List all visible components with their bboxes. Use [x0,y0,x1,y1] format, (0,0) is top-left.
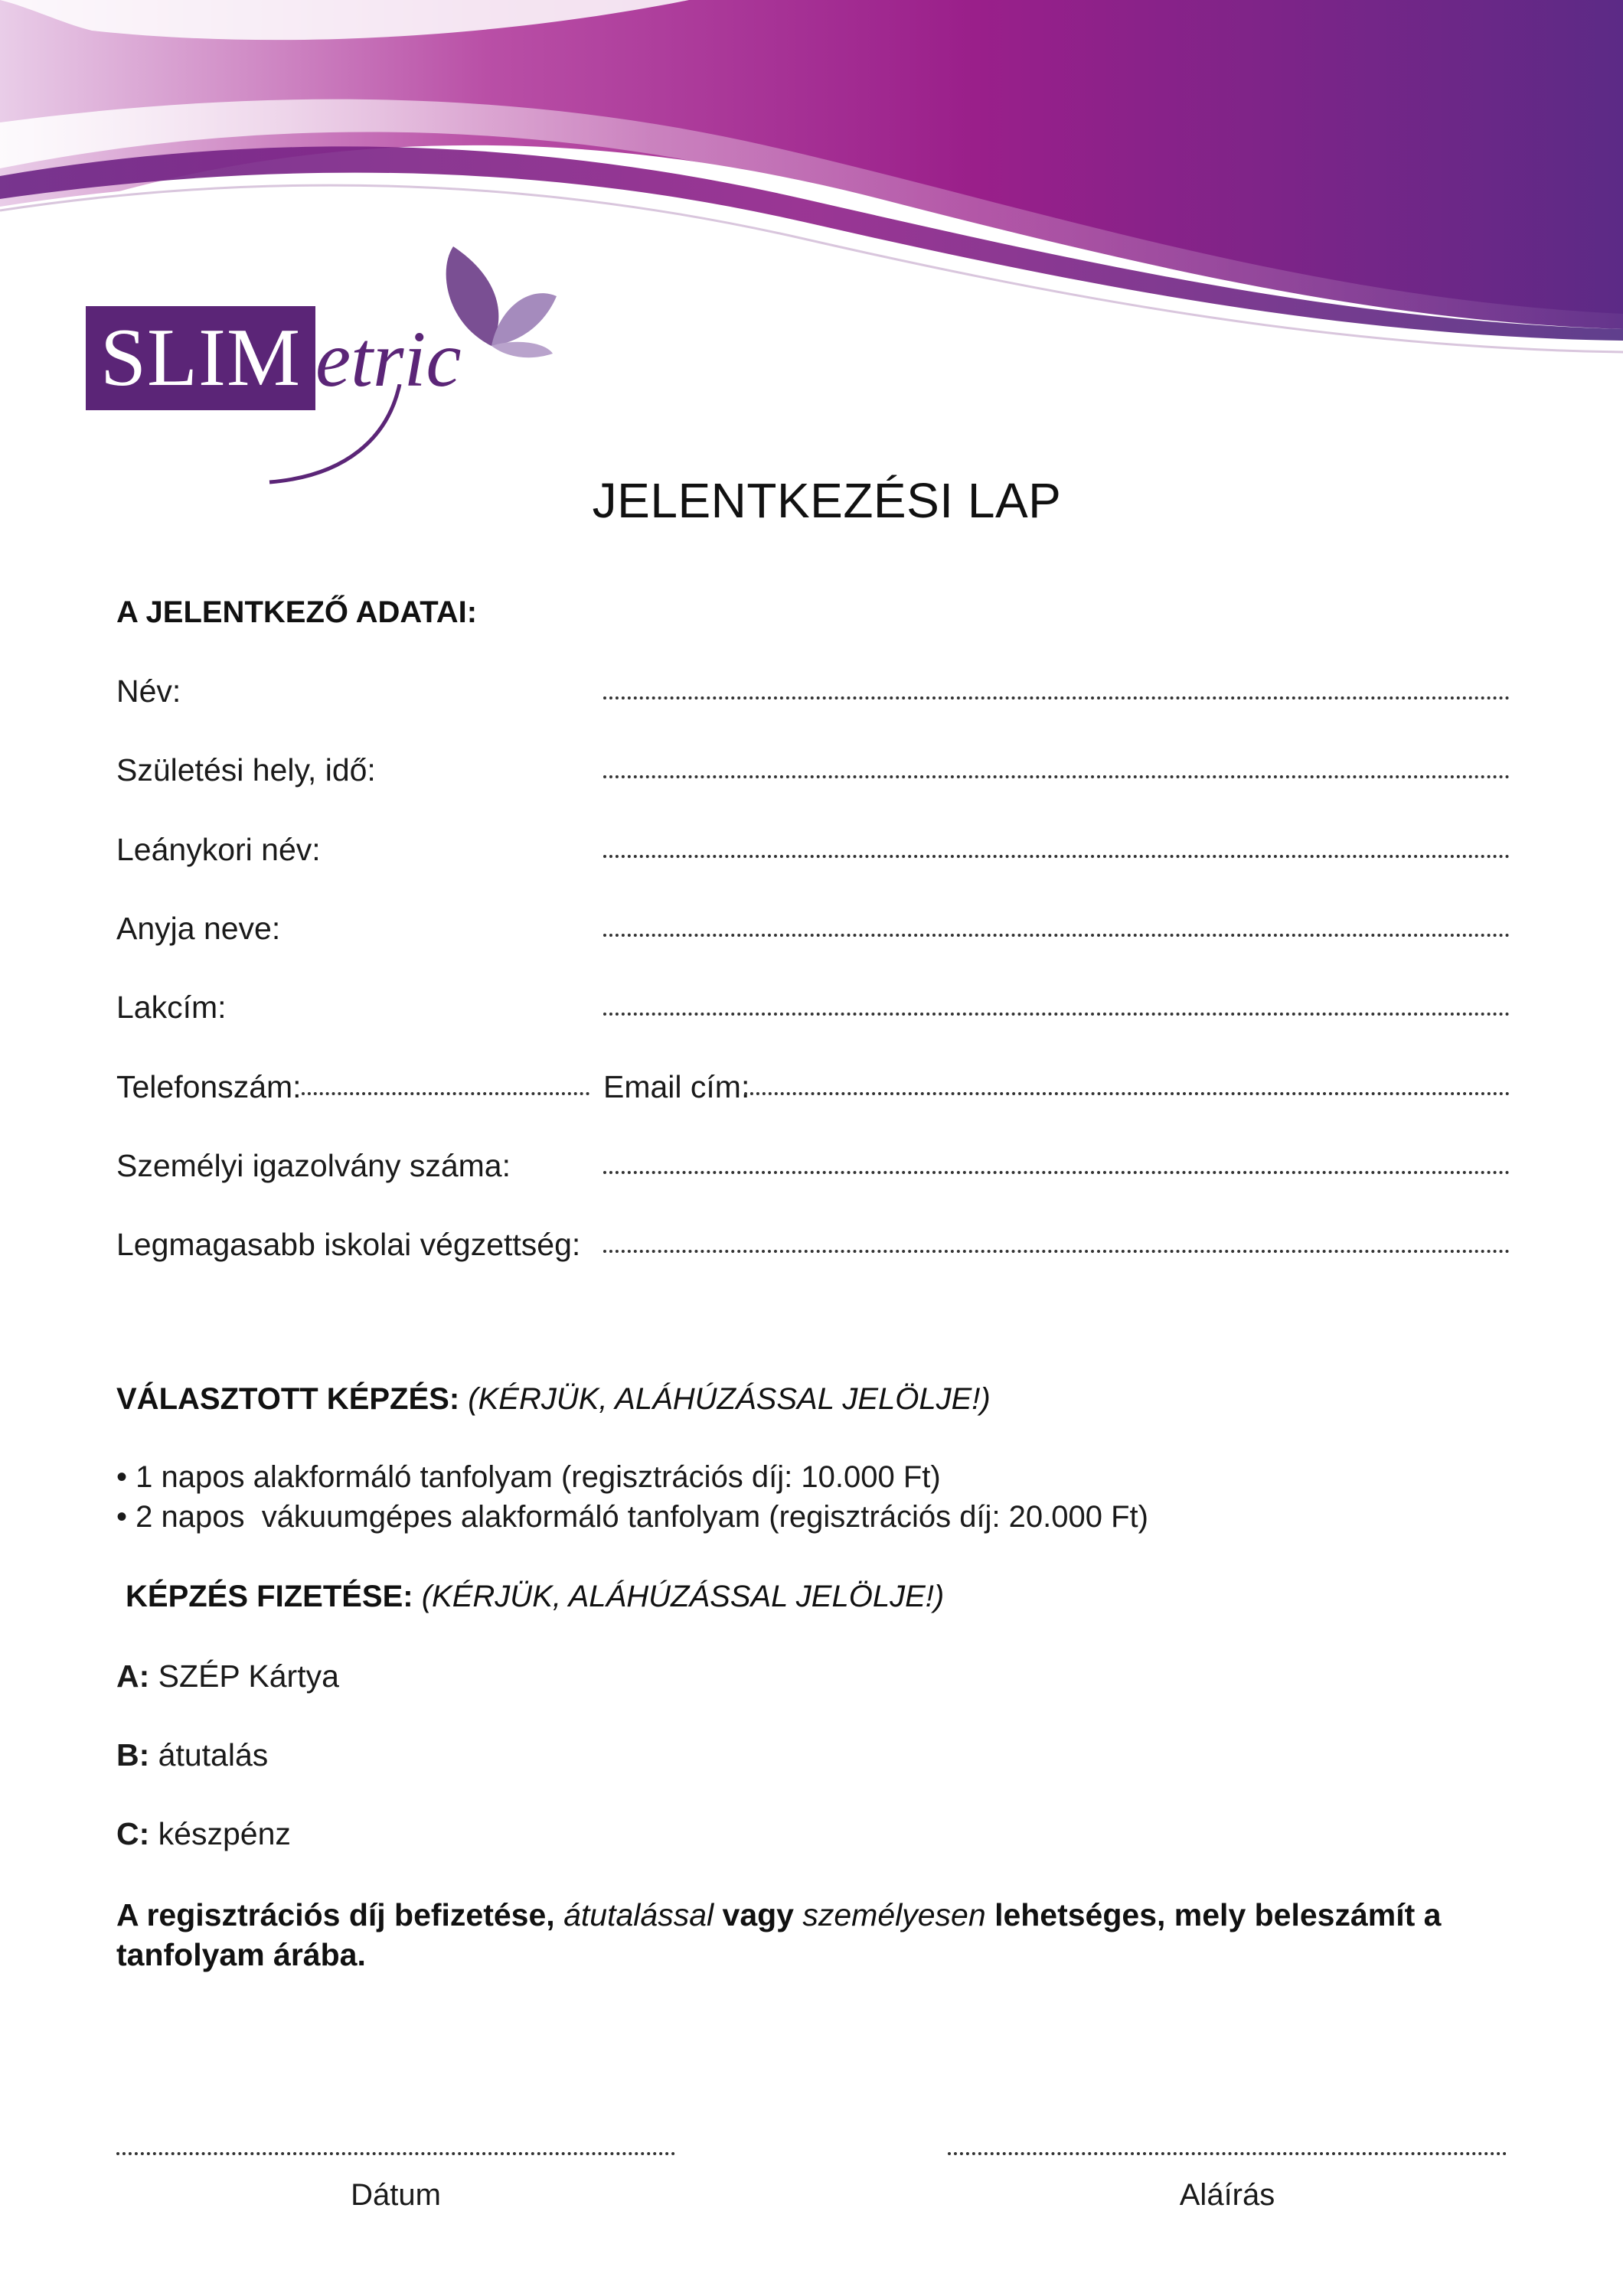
fill-line[interactable] [603,1250,1510,1253]
field-mother-name[interactable] [116,911,1510,954]
page-title: JELENTKEZÉSI LAP [592,472,1062,528]
fill-line[interactable] [603,855,1510,858]
fill-line[interactable] [603,1171,1510,1174]
phone-fill-line[interactable] [302,1092,589,1095]
email-label: Email cím: [603,1069,750,1104]
notice-part3: lehetséges, mely beleszámít a tanfolyam árába. [116,1897,1442,1972]
applicant-section-heading: A JELENTKEZŐ ADATAI: [116,595,478,629]
notice-part2: vagy [722,1897,794,1932]
date-signature-block[interactable] [116,2135,675,2219]
training-heading-note: (KÉRJÜK, ALÁHÚZÁSSAL JELÖLJE!) [468,1382,991,1416]
signature-fill-line[interactable] [948,2152,1507,2155]
signature-block[interactable] [948,2135,1507,2219]
field-label: Leánykori név: [116,832,321,867]
payment-heading-text: KÉPZÉS FIZETÉSE: [126,1580,413,1613]
option-letter: B: [116,1737,150,1773]
notice-italic-personal: személyesen [802,1897,986,1932]
training-heading-text: VÁLASZTOTT KÉPZÉS: [116,1382,460,1416]
option-letter: C: [116,1816,150,1851]
butterfly-icon [423,239,560,369]
field-maiden-name[interactable] [116,832,1510,875]
payment-section-heading [126,1580,944,1614]
field-label: Születési hely, idő: [116,752,376,788]
slimetric-logo [86,239,560,484]
date-label: Dátum [351,2178,441,2212]
notice-italic-transfer: átutalással [563,1897,714,1932]
payment-notice [116,1895,1517,1975]
field-label: Legmagasabb iskolai végzettség: [116,1227,581,1262]
logo-box-text: SLIM [100,312,302,403]
field-phone-email[interactable] [116,1069,1510,1112]
payment-option-a[interactable] [116,1658,339,1694]
field-education[interactable] [116,1227,1510,1270]
option-text: készpénz [158,1816,291,1851]
phone-label: Telefonszám: [116,1069,302,1104]
field-label: Név: [116,673,181,709]
course-option[interactable]: • 2 napos vákuumgépes alakformáló tanfolyam (regisztrációs díj: 20.000 Ft) [116,1500,1148,1534]
field-birth-place-date[interactable] [116,752,1510,795]
fill-line[interactable] [603,696,1510,700]
payment-option-b[interactable] [116,1737,268,1773]
payment-option-c[interactable] [116,1816,291,1852]
notice-part1: A regisztrációs díj befizetése, [116,1897,555,1932]
field-address[interactable] [116,990,1510,1032]
field-label: Lakcím: [116,990,227,1025]
field-label: Személyi igazolvány száma: [116,1148,511,1183]
fill-line[interactable] [603,775,1510,778]
field-name[interactable] [116,673,1510,716]
option-text: SZÉP Kártya [158,1658,339,1694]
field-id-card-number[interactable] [116,1148,1510,1191]
signature-label: Aláírás [1179,2178,1275,2212]
course-option[interactable]: • 1 napos alakformáló tanfolyam (regisztrációs díj: 10.000 Ft) [116,1460,941,1494]
fill-line[interactable] [603,1013,1510,1016]
field-label: Anyja neve: [116,911,281,946]
email-fill-line[interactable] [744,1092,1510,1095]
fill-line[interactable] [603,934,1510,937]
option-letter: A: [116,1658,150,1694]
payment-heading-note: (KÉRJÜK, ALÁHÚZÁSSAL JELÖLJE!) [421,1580,945,1613]
date-fill-line[interactable] [116,2152,675,2155]
logo-rest-text: etric [315,315,462,403]
training-section-heading [116,1382,991,1417]
option-text: átutalás [158,1737,269,1773]
